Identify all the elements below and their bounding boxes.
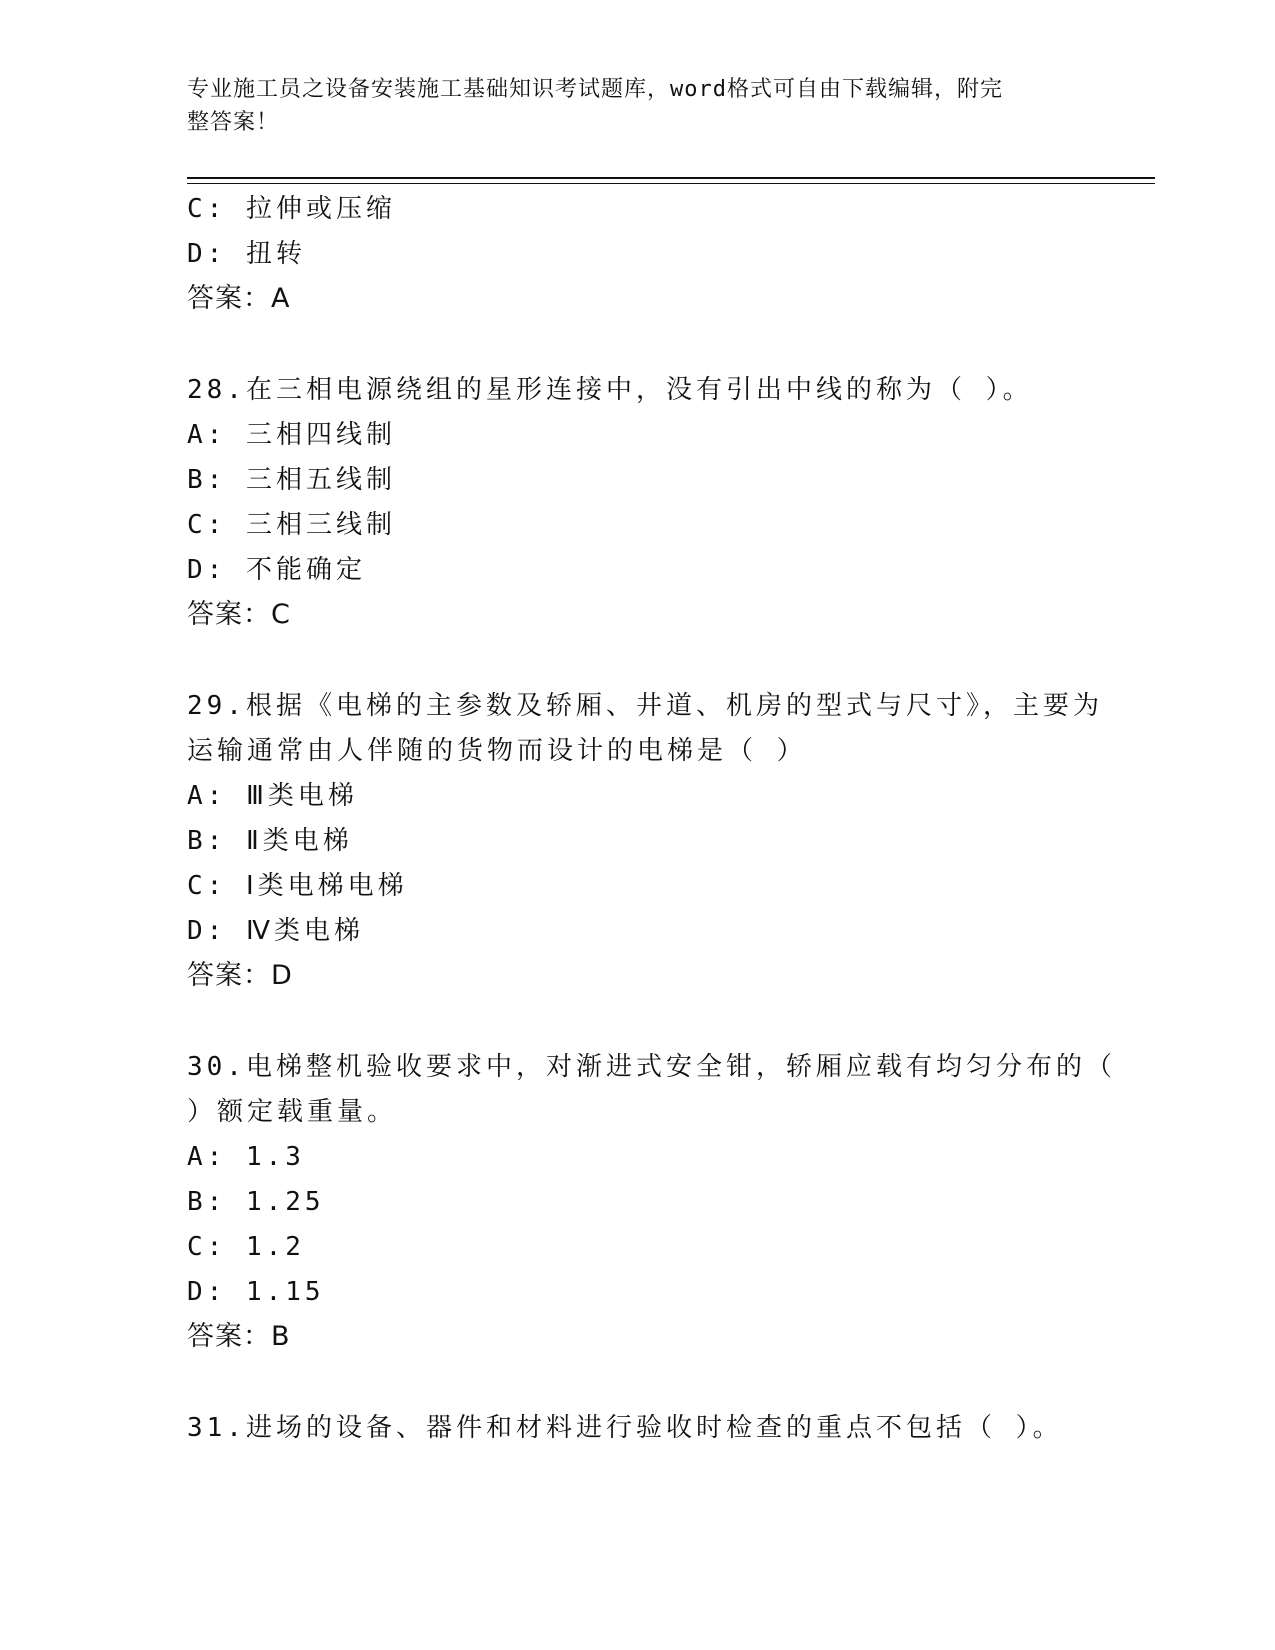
option-a: A: 三相四线制 [187,420,396,450]
question-30-stem-line-2: ）额定载重量。 [187,1097,398,1127]
question-29-stem-line-2: 运输通常由人伴随的货物而设计的电梯是（ ） [187,736,807,766]
option-c: C: 三相三线制 [187,510,396,540]
question-28-stem: 28.在三相电源绕组的星形连接中，没有引出中线的称为（ ）。 [187,375,1033,405]
header-divider-thin [187,183,1155,184]
option-b: B: Ⅱ类电梯 [187,826,353,856]
header-divider-thick [187,177,1155,179]
question-31-stem: 31.进场的设备、器件和材料进行验收时检查的重点不包括（ ）。 [187,1413,1063,1443]
header-line-2: 整答案！ [187,110,280,135]
document-header [187,73,1077,139]
option-c: C: Ⅰ类电梯电梯 [187,871,408,901]
header-line-1: 专业施工员之设备安装施工基础知识考试题库，word格式可自由下载编辑，附完 [187,77,1003,102]
question-30-stem-line-1: 30.电梯整机验收要求中，对渐进式安全钳，轿厢应载有均匀分布的（ [187,1052,1116,1082]
option-d: D: 不能确定 [187,555,366,585]
option-c: C: 拉伸或压缩 [187,194,396,224]
answer: 答案：B [187,1321,291,1352]
option-a: A: Ⅲ类电梯 [187,781,358,811]
option-d: D: 1.15 [187,1277,325,1307]
option-c: C: 1.2 [187,1232,305,1262]
option-b: B: 1.25 [187,1187,325,1217]
option-a: A: 1.3 [187,1142,305,1172]
answer: 答案：A [187,283,291,314]
question-29-stem-line-1: 29.根据《电梯的主参数及轿厢、井道、机房的型式与尺寸》，主要为 [187,691,1103,721]
option-b: B: 三相五线制 [187,465,396,495]
answer: 答案：D [187,960,293,991]
option-d: D: Ⅳ类电梯 [187,916,364,946]
option-d: D: 扭转 [187,239,306,269]
answer: 答案：C [187,599,291,630]
